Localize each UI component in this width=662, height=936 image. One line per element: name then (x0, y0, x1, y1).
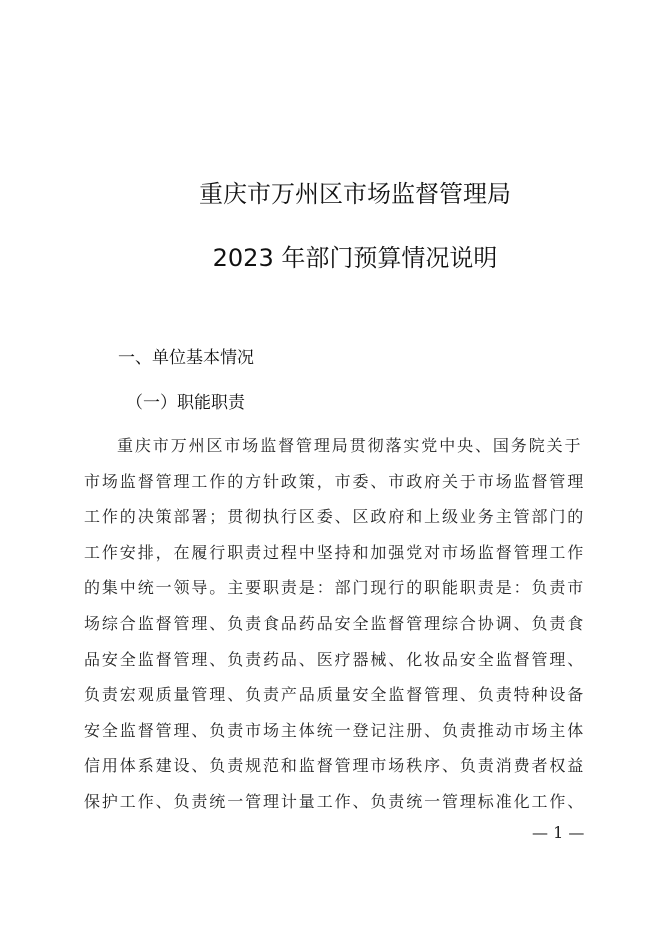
paragraph-line: 信用体系建设、负责规范和监督管理市场秩序、负责消费者权益 (84, 756, 586, 776)
subsection-heading-functions: （一）职能职责 (126, 393, 245, 413)
page-number: — 1 — (532, 823, 585, 842)
paragraph-line: 工作安排，在履行职责过程中坚持和加强党对市场监督管理工作 (84, 542, 586, 562)
section-heading-unit-basic-info: 一、单位基本情况 (118, 348, 254, 368)
paragraph-line: 市场监督管理工作的方针政策，市委、市政府关于市场监督管理 (84, 471, 586, 491)
paragraph-line: 负责宏观质量管理、负责产品质量安全监督管理、负责特种设备 (84, 685, 586, 705)
paragraph-line: 工作的决策部署；贯彻执行区委、区政府和上级业务主管部门的 (84, 507, 586, 527)
paragraph-line: 重庆市万州区市场监督管理局贯彻落实党中央、国务院关于 (117, 436, 583, 455)
paragraph-line: 品安全监督管理、负责药品、医疗器械、化妆品安全监督管理、 (84, 649, 586, 669)
paragraph-line: 安全监督管理、负责市场主体统一登记注册、负责推动市场主体 (84, 720, 586, 740)
document-title-line-1: 重庆市万州区市场监督管理局 (199, 180, 511, 208)
document-title-line-2: 2023 年部门预算情况说明 (212, 244, 498, 272)
paragraph-line: 的集中统一领导。主要职责是：部门现行的职能职责是：负责市 (84, 578, 586, 598)
paragraph-line: 保护工作、负责统一管理计量工作、负责统一管理标准化工作、 (84, 791, 586, 811)
functions-paragraph (84, 428, 590, 820)
paragraph-line: 场综合监督管理、负责食品药品安全监督管理综合协调、负责食 (84, 613, 586, 633)
